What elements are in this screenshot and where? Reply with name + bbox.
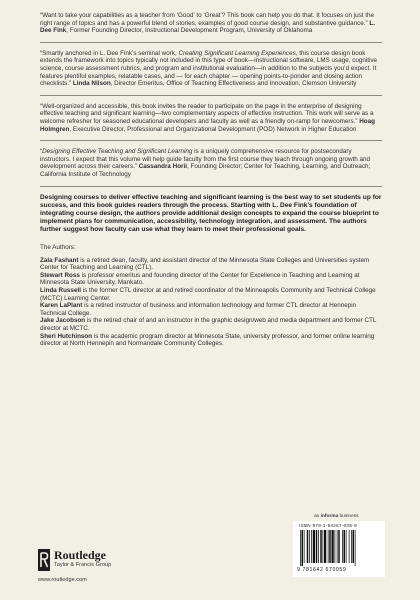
publisher-website: www.routledge.com [38, 577, 87, 583]
quote-text: “Want to take your capabilities as a teacher from ‘Good’ to ‘Great’? This book can help you do that. It focuses on just the right range of topics and has a powerful blend of stories, examples of good course design, and substantive guidance.” [40, 12, 375, 27]
informa-wordmark: informa [320, 514, 339, 519]
author-description: is professor emeritus and founding director of the Center for Excellence in Teaching and Learning at Minnesota State University, Mankato. [40, 271, 360, 287]
quote-author: Cassandra Horii [138, 163, 187, 171]
isbn-barcode [293, 521, 385, 577]
author-name: Karen LaPlant [40, 302, 83, 310]
endorsement-quote [40, 50, 382, 88]
book-summary: Designing courses to deliver effective teaching and significant learning is the best way to set students up for success, and this book guides readers through the process. Starting with L. Dee Fink’s foundation of integrating course design, the authors provide additional design concepts to expand the course blueprint to implement plans for communication, accessibility, technology integration, and assessment. The authors further suggest how faculty can use what they learn to meet their professional goals. [40, 193, 382, 233]
back-cover-content [40, 12, 382, 348]
authors-heading: The Authors: [40, 243, 76, 251]
cover-footer [0, 514, 420, 600]
isbn-label: ISBN 978-1-64267-005-9 [299, 523, 357, 528]
book-title-reference: Creating Significant Learning Experiences [178, 49, 296, 57]
author-bio [40, 257, 382, 272]
author-bio [40, 317, 382, 332]
publisher-name: Routledge [54, 548, 106, 562]
divider [40, 95, 382, 96]
barcode-icon [299, 530, 379, 566]
quote-affiliation: , Executive Director, Professional and Organizational Development (POD) Network in Higher Education [69, 125, 357, 133]
divider [40, 42, 382, 43]
author-description: is the academic program director at Minnesota State, university professor, and former online learning director at North Hennepin and Normandale Community Colleges. [40, 332, 375, 348]
quote-affiliation: , Former Founding Director, Instructional Development Program, University of Oklahoma [66, 27, 313, 35]
author-name: Jake Jacobson [40, 317, 86, 325]
book-title-reference: Designing Effective Teaching and Significant Learning [42, 148, 193, 156]
quote-text: “ [40, 148, 43, 156]
author-description: is the retired chair of and an instructor in the graphic design/web and media department and former CTL director at MCTC. [40, 317, 377, 332]
publisher-brand [54, 549, 111, 569]
author-bio [40, 302, 382, 317]
endorsement-quote [40, 148, 382, 178]
quote-affiliation: , Director Emeritus, Office of Teaching Effectiveness and Innovation, Clemson University [110, 80, 357, 88]
author-description: is a retired instructor of business and information technology and former CTL director at Hennepin Technical College. [40, 302, 357, 317]
quote-affiliation: , Founding Director; Center for Teaching, Learning, and Outreach; California Institute of Technology [40, 163, 371, 178]
author-name: Stewart Ross [40, 271, 80, 279]
author-description: is a retired dean, faculty, and assistant director of the Minnesota State Colleges and Universities system Center for Teaching and Learning (CTL). [40, 256, 370, 272]
quote-text: “Well-organized and accessible, this book invites the reader to participate on the page in the enterprise of designing effective teaching and significant learning—two complementary aspects of effective instruction. This work will serve as a welcome refresher for seasoned educational developers and faculty as well as a friendly on-ramp for newcomers.” [40, 102, 374, 125]
routledge-logo-icon [38, 549, 50, 571]
quote-text: “Smartly anchored in L. Dee Fink’s seminal work, [40, 49, 179, 57]
endorsement-quote [40, 103, 382, 133]
quote-author: Linda Nilson [72, 80, 111, 88]
author-bio [40, 333, 382, 348]
publisher-group: Taylor & Francis Group [54, 562, 112, 568]
quote-text: is a uniquely comprehensive resource for postsecondary instructors. I expect that this volume will help guide faculty from the first course they teach through ongoing growth and development across their careers.” [40, 148, 371, 171]
author-name: Linda Russell [40, 286, 81, 294]
quote-author: Hoag Holmgren [40, 117, 375, 133]
endorsement-quote [40, 12, 382, 35]
divider [40, 186, 382, 187]
author-description: is the former CTL director at and retired coordinator of the Minneapolis Community and Technical College (MCTC) Learning Center. [40, 286, 376, 302]
author-bio [40, 287, 382, 302]
isbn-digits: 9 781642 670059 [297, 567, 347, 573]
divider [40, 140, 382, 141]
author-name: Sheri Hutchinson [40, 332, 93, 340]
author-name: Zala Fashant [40, 256, 79, 264]
quote-text: , this course design book extends the framework into topics typically not included in this type of book—instructional software, LMS usage, cognitive science, course assessment rubrics, and program and institutional evaluation—in addition to the subjects you’d expect. It features plentiful examples, relatable cases, and — for each chapter — opening points-to-ponder and closing action checklists.” [40, 49, 378, 88]
author-bio [40, 272, 382, 287]
quote-author: L. Dee Fink [40, 19, 376, 35]
informa-business-tag: an informa business [314, 514, 359, 519]
